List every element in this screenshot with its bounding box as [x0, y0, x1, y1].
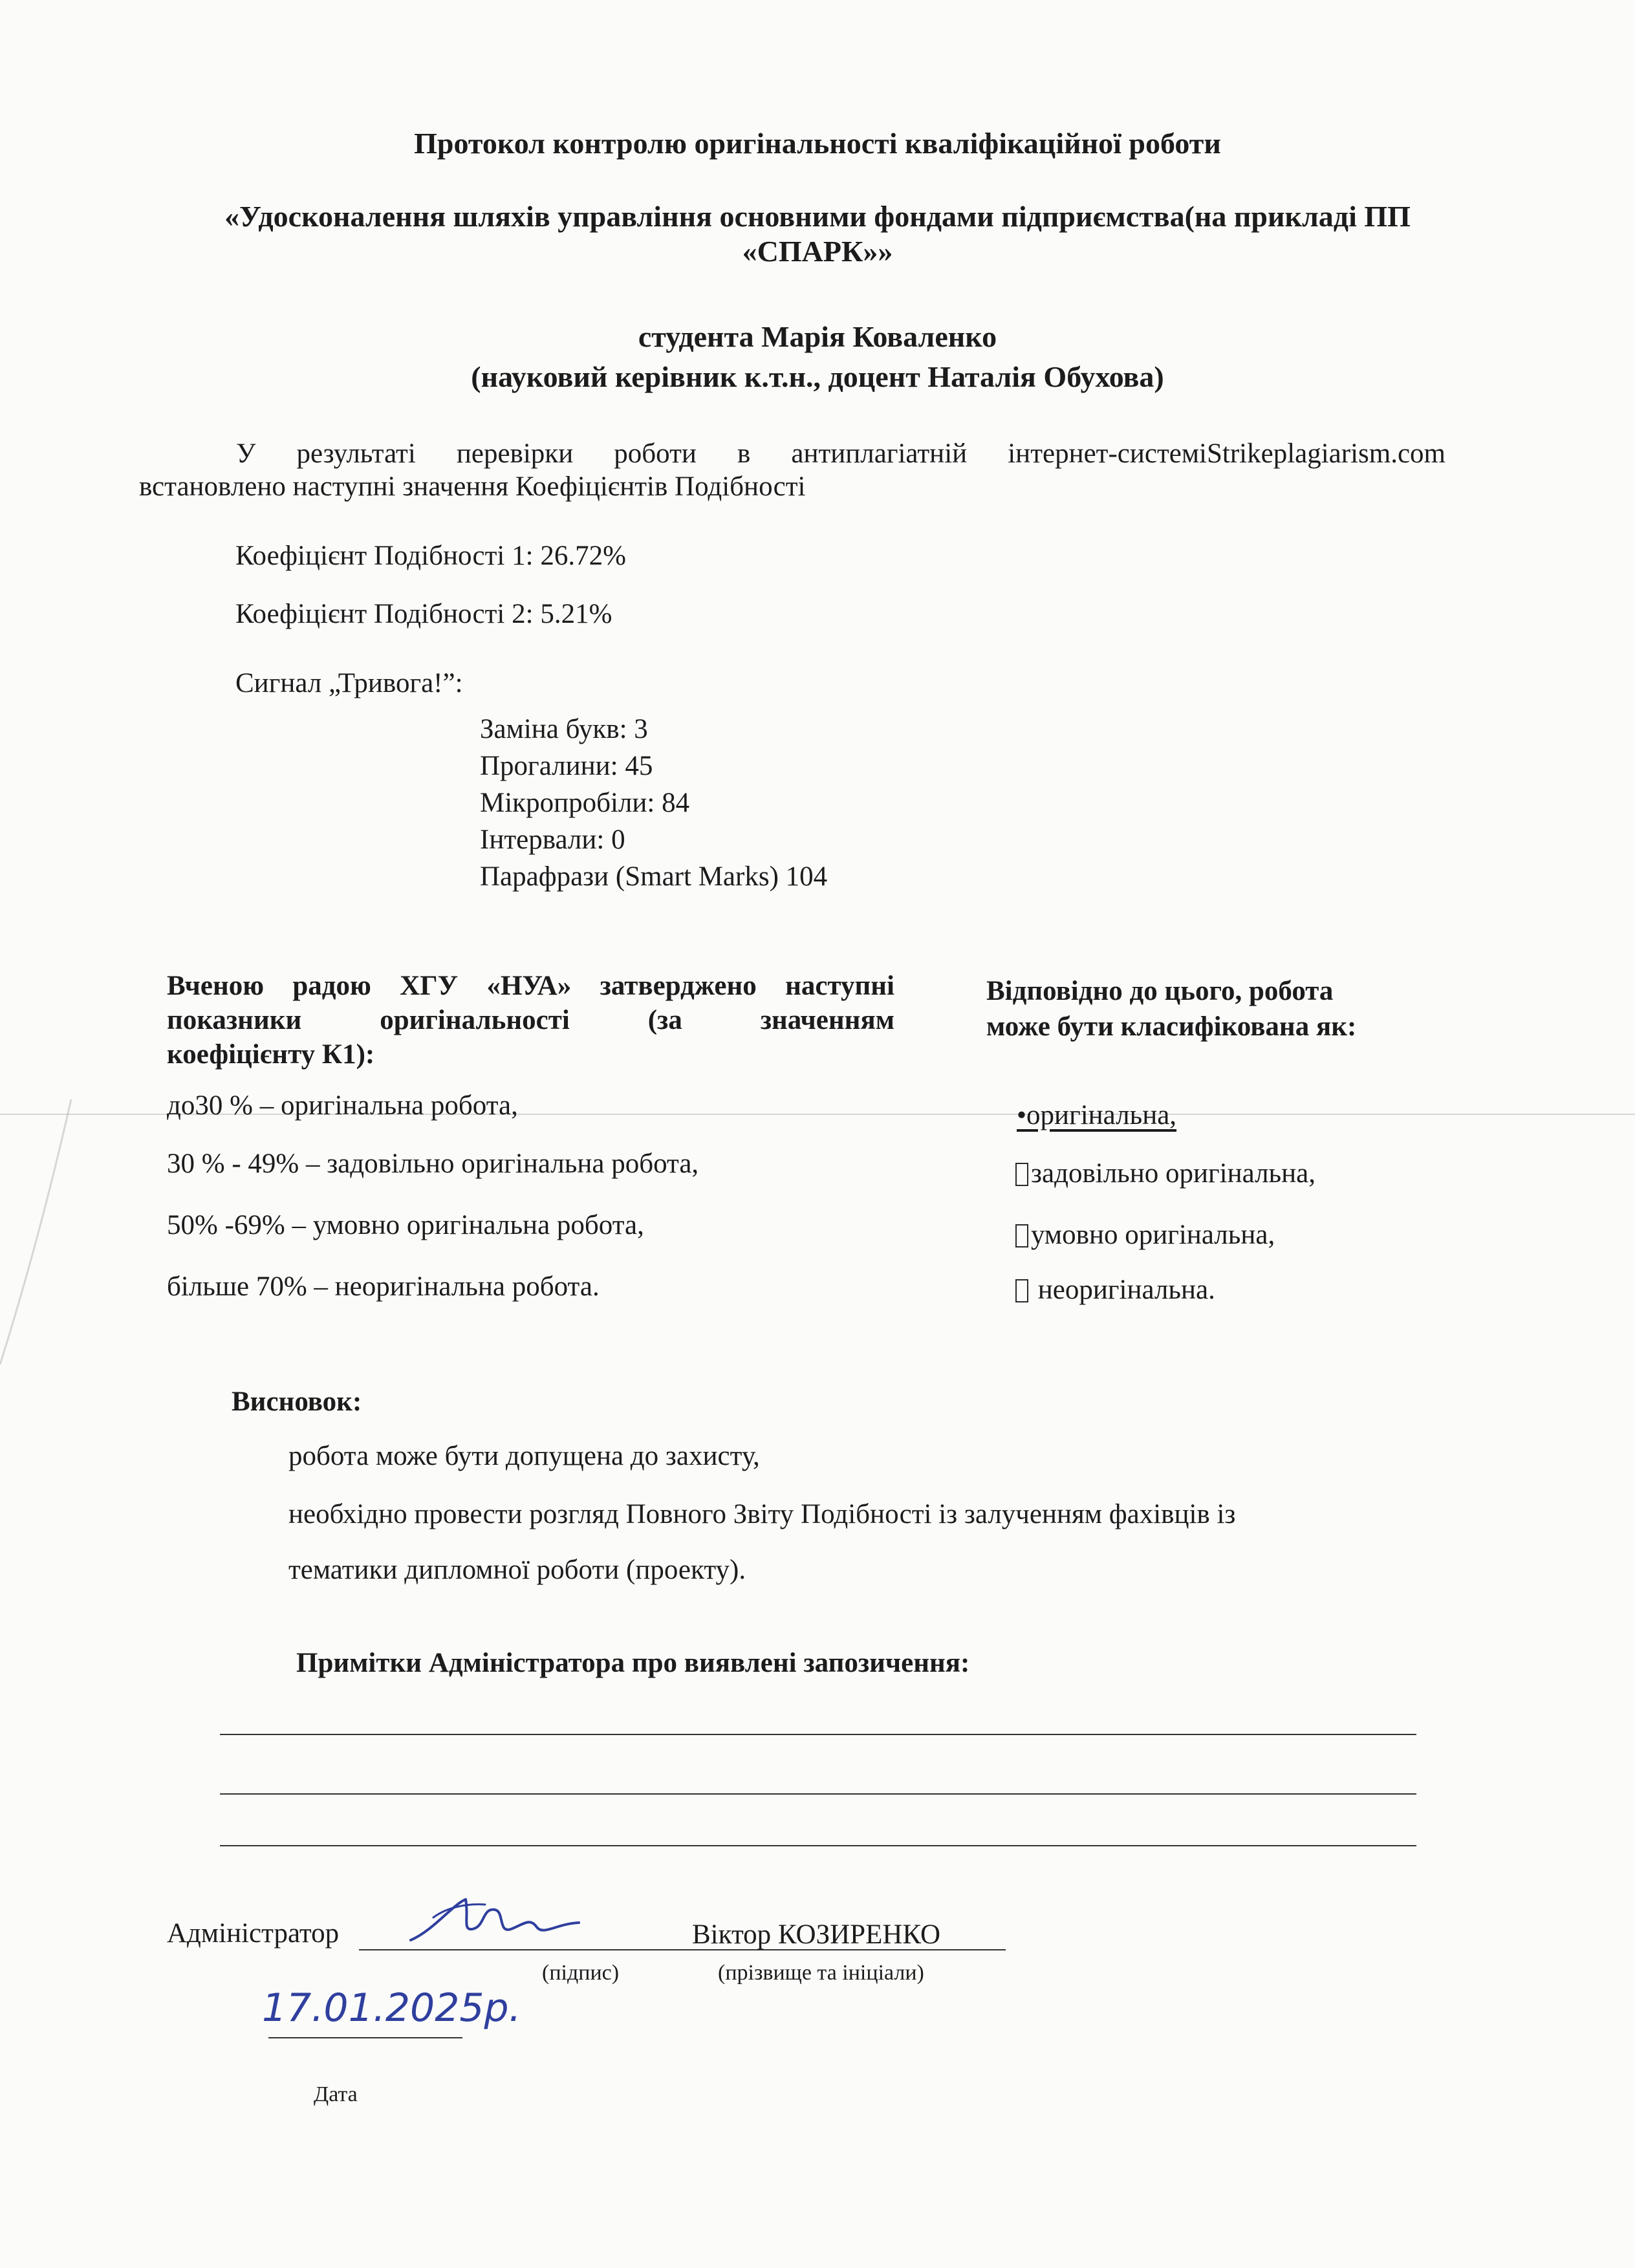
signature-caption: (підпис) — [542, 1961, 620, 1985]
alarm-item-letter-substitution: Заміна букв: 3 — [480, 714, 648, 744]
checkbox-icon[interactable] — [1015, 1279, 1028, 1302]
protocol-title: Протокол контролю оригінальності кваліфікаційної роботи — [414, 127, 1221, 160]
student-name: студента Марія Коваленко — [638, 320, 997, 353]
handwritten-signature-icon — [407, 1892, 582, 1953]
conclusion-line-1: робота може бути допущена до захисту, — [288, 1441, 760, 1471]
notes-line-1[interactable] — [220, 1734, 1416, 1735]
paper-fold-curve — [0, 1099, 78, 1371]
conclusion-line-3: тематики дипломної роботи (проекту). — [288, 1555, 746, 1585]
administrator-label: Адміністратор — [167, 1918, 340, 1949]
classification-heading-line-2: може бути класифікована як: — [986, 1011, 1357, 1042]
council-heading-line-3: коефіцієнту К1): — [167, 1039, 375, 1070]
threshold-non-original: більше 70% – неоригінальна робота. — [167, 1271, 600, 1302]
option-original-selected[interactable]: •оригінальна, — [1017, 1100, 1177, 1130]
threshold-conditional: 50% -69% – умовно оригінальна робота, — [167, 1210, 644, 1240]
similarity-coefficient-1: Коефіцієнт Подібності 1: 26.72% — [235, 541, 626, 571]
checkbox-icon[interactable] — [1015, 1224, 1028, 1247]
administrator-name: Віктор КОЗИРЕНКО — [692, 1919, 941, 1950]
similarity-coefficient-2: Коефіцієнт Подібності 2: 5.21% — [235, 599, 612, 629]
notes-line-2[interactable] — [220, 1793, 1416, 1795]
checkbox-icon[interactable] — [1015, 1163, 1028, 1186]
alarm-item-microspaces: Мікропробіли: 84 — [480, 788, 690, 818]
council-heading-line-2: показники оригінальності (за значенням — [167, 1005, 894, 1035]
name-caption: (прізвище та ініціали) — [718, 1961, 924, 1985]
alarm-item-paraphrases: Парафрази (Smart Marks) 104 — [480, 861, 828, 892]
date-label: Дата — [314, 2082, 358, 2106]
date-line — [268, 2037, 462, 2038]
notes-line-3[interactable] — [220, 1845, 1416, 1846]
work-title-line-1: «Удосконалення шляхів управління основними фондами підприємства(на прикладі ПП — [224, 200, 1411, 233]
work-title-line-2: «СПАРК»» — [742, 235, 893, 268]
council-heading-line-1: Вченою радою ХГУ «НУА» затверджено наступні — [167, 971, 894, 1001]
threshold-original: до30 % – оригінальна робота, — [167, 1090, 518, 1121]
conclusion-line-2: необхідно провести розгляд Повного Звіту Подібності із залученням фахівців із — [288, 1499, 1236, 1529]
notes-heading: Примітки Адміністратора про виявлені запозичення: — [296, 1648, 970, 1678]
threshold-satisfactory: 30 % - 49% – задовільно оригінальна робота, — [167, 1149, 699, 1179]
option-satisfactory[interactable]: задовільно оригінальна, — [1015, 1158, 1316, 1189]
alarm-signal-label: Сигнал „Тривога!”: — [235, 668, 463, 698]
option-non-original[interactable]: неоригінальна. — [1015, 1274, 1215, 1306]
handwritten-date: 17.01.2025р. — [262, 1985, 521, 2031]
option-conditional[interactable]: умовно оригінальна, — [1015, 1219, 1275, 1251]
intro-line-1: У результаті перевірки роботи в антиплагіатній інтернет-системіStrikeplagiarism.com — [236, 438, 1446, 469]
intro-line-2: встановлено наступні значення Коефіцієнтів Подібності — [139, 471, 806, 502]
classification-heading-line-1: Відповідно до цього, робота — [986, 976, 1334, 1006]
alarm-item-intervals: Інтервали: 0 — [480, 825, 625, 855]
supervisor-name: (науковий керівник к.т.н., доцент Наталія Обухова) — [471, 360, 1164, 393]
conclusion-heading: Висновок: — [232, 1387, 362, 1417]
alarm-item-gaps: Прогалини: 45 — [480, 751, 653, 781]
